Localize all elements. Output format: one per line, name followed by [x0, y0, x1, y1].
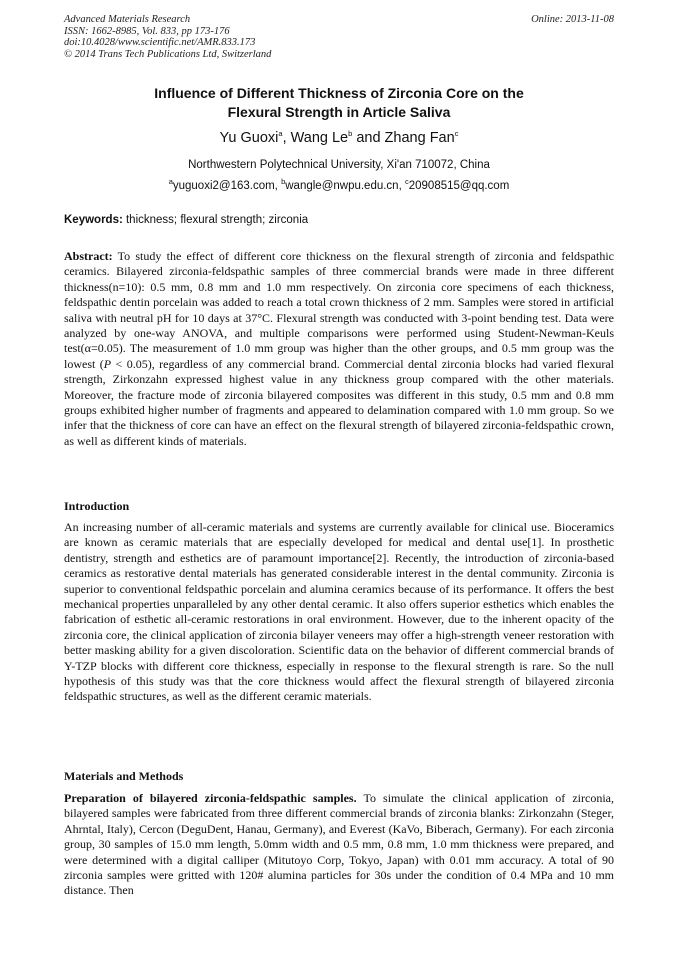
keywords-text: thickness; flexural strength; zirconia [122, 214, 309, 226]
author-3-mark: c [454, 129, 459, 139]
abstract-text-cont: < 0.05), regardless of any commercial brand. Commercial dental zirconia blocks had varied flexural strength, Zirkonzahn expressed highest value in any thickness group compared with the other materials. Moreover, the fracture mode of zirconia bilayered composites was different in this study, 0.5 mm and 0.8 mm groups exhibited higher number of fragments and appeared to delamination compared with 1.0 mm group. So we infer that the thickness of core can have an effect on the flexural strength of bilayered zirconia-feldspathic crown, as well as different kinds of materials. [64, 356, 615, 448]
affiliation: Northwestern Polytechnical University, Xi'an 710072, China [188, 159, 490, 171]
author-list [64, 130, 614, 146]
keywords [64, 214, 614, 226]
doi-line: doi:10.4028/www.scientific.net/AMR.833.173 [64, 37, 256, 49]
abstract-label: Abstract: [64, 249, 113, 263]
copyright-line: © 2014 Trans Tech Publications Ltd, Switzerland [64, 48, 272, 60]
methods-subheading: Preparation of bilayered zirconia-feldspathic samples. [64, 791, 357, 805]
email-3-mark: c [404, 177, 409, 187]
author-1: Yu Guoxi [219, 130, 279, 146]
journal-name: Advanced Materials Research [64, 14, 191, 25]
abstract [64, 249, 614, 449]
keywords-label: Keywords: [64, 214, 123, 226]
email-2: wangle@nwpu.edu.cn, [285, 180, 405, 192]
email-2-mark: b [281, 177, 286, 187]
title-line-1: Influence of Different Thickness of Zirconia Core on the [154, 85, 524, 101]
email-3: 20908515@qq.com [408, 180, 510, 192]
abstract-text: To study the effect of different core thickness on the flexural strength of zirconia and feldspathic ceramics. Bilayered zirconia-feldspathic samples of three commercial brands were made in three different thickness(n=10): 0.5 mm, 0.8 mm and 1.0 mm respectively. On zirconia core specimens of each thickness, feldspathic dentin porcelain was added to reach a total crown thickness of 2 mm. Samples were stored in artificial saliva with neutral pH for 10 days at 37°C. Flexural strength was conducted with 3-point bending test. Data were analyzed by one-way ANOVA, and multiple comparisons were performed using Student-Newman-Keuls test(α=0.05). The measurement of 1.0 mm group was higher than the other groups, and 0.5 mm group was the lowest ( [64, 249, 614, 371]
online-date: Online: 2013-11-08 [531, 14, 614, 25]
introduction-heading: Introduction [64, 499, 130, 513]
methods-heading: Materials and Methods [64, 769, 184, 783]
email-1-mark: a [168, 177, 173, 187]
author-2: Wang Le [290, 130, 349, 146]
introduction-body: An increasing number of all-ceramic materials and systems are currently available for clinical use. Bioceramics are known as ceramic materials that are especially developed for medical and dental use[1]. In prosthetic dentistry, strength and esthetics are of paramount importance[2]. Recently, the introduction of zirconia-based ceramics as restorative dental materials has generated considerable interest in the dental community. Zirconia is superior to conventional feldspathic porcelain and alumina ceramics because of its performance. It offers the best mechanical properties unparalleled by any other dental ceramic. It also offers superior esthetics which enables the fabrication of esthetic all-ceramic restorations in oral environment. However, due to the inherent opacity of the zirconia core, the clinical application of zirconia bilayer veneers may offer a high-strength veneer restoration with better masking ability for a given discoloration. Scientific data on the behavior of different commercial brands of Y-TZP blocks with different core thickness, especially in response to the flexural strength is rare. So the null hypothesis of this study was that the core thickness would affect the flexural strength of bilayered zirconia feldspathic structures, as well as the different ceramic materials. [64, 520, 614, 704]
author-separator: and [352, 130, 385, 146]
email-1: yuguoxi2@163.com, [172, 180, 282, 192]
methods-body [64, 791, 614, 899]
author-2-mark: b [348, 129, 353, 139]
author-separator: , [282, 130, 291, 146]
paper-title [64, 84, 614, 122]
author-3: Zhang Fan [384, 130, 455, 146]
methods-text: To simulate the clinical application of zirconia, bilayered samples were fabricated from three different commercial brands of zirconia blanks: Zirkonzahn (Steger, Ahrntal, Italy), Cercon (DeguDent, Hanau, Germany), and Everest (KaVo, Biberach, Germany). For each zirconia group, 30 samples of 15.0 mm length, 5.0mm width and 0.5 mm, 0.8 mm, 1.0 mm thickness were prepared, and were determined with a digital calliper (Mitutoyo Corp, Tokyo, Japan) with 0.01 mm accuracy. A total of 90 zirconia samples were gritted with 120# alumina particles for 30s under the condition of 0.4 MPa and 10 mm distance. Then [64, 791, 614, 898]
journal-header [64, 14, 271, 60]
author-1-mark: a [278, 129, 283, 139]
issn-line: ISSN: 1662-8985, Vol. 833, pp 173-176 [64, 25, 230, 37]
p-value-symbol: P [103, 356, 112, 371]
title-line-2: Flexural Strength in Article Saliva [227, 104, 451, 120]
author-emails [64, 177, 614, 192]
